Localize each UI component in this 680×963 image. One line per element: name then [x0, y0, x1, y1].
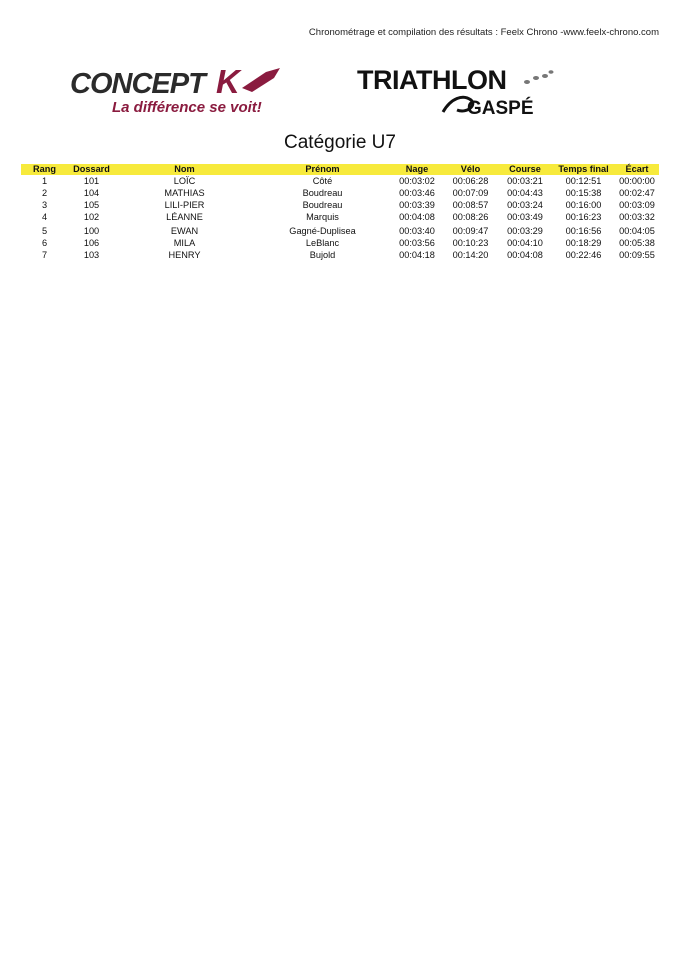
cell-course: 00:04:10 — [507, 238, 543, 248]
cell-nage: 00:04:18 — [399, 250, 435, 260]
column-header-course: Course — [498, 164, 552, 175]
footprints-icon — [524, 70, 554, 84]
cell-ecart: 00:00:00 — [619, 176, 655, 186]
cell-dossard: 100 — [83, 226, 100, 236]
cell-rang: 4 — [41, 212, 48, 222]
logo-tagline: La différence se voit! — [112, 99, 262, 116]
cell-ecart: 00:02:47 — [619, 188, 655, 198]
logo-gaspe-text: GASPÉ — [467, 98, 534, 118]
column-header-temps-final: Temps final — [552, 164, 615, 175]
cell-nage: 00:03:46 — [399, 188, 435, 198]
cell-prenom: LeBlanc — [305, 238, 340, 248]
cell-ecart: 00:04:05 — [619, 226, 655, 236]
logo-concept-text: CONCEPT — [70, 68, 205, 100]
cell-rang: 6 — [41, 238, 48, 248]
cell-nom: LILI-PIER — [164, 200, 205, 210]
cell-rang: 2 — [41, 188, 48, 198]
cell-temps-final: 00:18:29 — [565, 238, 602, 248]
cell-prenom: Côté — [312, 176, 333, 186]
cell-prenom: Bujold — [309, 250, 336, 260]
cell-temps-final: 00:22:46 — [565, 250, 602, 260]
cell-velo: 00:08:26 — [452, 212, 489, 222]
cell-ecart: 00:03:09 — [619, 200, 655, 210]
column-header-ecart: Écart — [615, 164, 659, 175]
logo-arrow-icon — [242, 68, 280, 92]
cell-nom: HENRY — [168, 250, 201, 260]
cell-ecart: 00:09:55 — [619, 250, 655, 260]
cell-temps-final: 00:16:56 — [565, 226, 602, 236]
column-header-nage: Nage — [391, 164, 443, 175]
cell-course: 00:03:21 — [507, 176, 543, 186]
credit-line: Chronométrage et compilation des résultats : Feelx Chrono -www.feelx-chrono.com — [308, 27, 659, 38]
cell-nage: 00:04:08 — [399, 212, 435, 222]
column-header-nom: Nom — [115, 164, 254, 175]
cell-rang: 1 — [41, 176, 48, 186]
cell-nage: 00:03:39 — [399, 200, 435, 210]
table-row — [21, 249, 659, 261]
cell-rang: 7 — [41, 250, 48, 260]
cell-nage: 00:03:02 — [399, 176, 435, 186]
triathlon-gaspe-logo — [355, 62, 560, 118]
cell-rang: 5 — [41, 226, 48, 236]
cell-course: 00:03:24 — [507, 200, 543, 210]
cell-nom: EWAN — [170, 226, 199, 236]
cell-course: 00:03:49 — [507, 212, 543, 222]
logo-triathlon-text: TRIATHLON — [357, 65, 507, 95]
cell-velo: 00:14:20 — [452, 250, 489, 260]
cell-nom: MILA — [173, 238, 196, 248]
cell-course: 00:04:43 — [507, 188, 543, 198]
column-header-dossard: Dossard — [68, 164, 115, 175]
cell-velo: 00:09:47 — [452, 226, 489, 236]
table-row — [21, 211, 659, 223]
table-row — [21, 237, 659, 249]
cell-dossard: 102 — [83, 212, 100, 222]
cell-prenom: Marquis — [306, 212, 339, 222]
table-row — [21, 223, 659, 237]
cell-prenom: Gagné-Duplisea — [289, 226, 356, 236]
cell-nage: 00:03:40 — [399, 226, 435, 236]
cell-dossard: 104 — [83, 188, 100, 198]
cell-ecart: 00:05:38 — [619, 238, 655, 248]
table-row — [21, 187, 659, 199]
cell-prenom: Boudreau — [302, 188, 343, 198]
concept-k-logo — [66, 60, 286, 120]
cell-ecart: 00:03:32 — [619, 212, 655, 222]
cell-nom: MATHIAS — [164, 188, 205, 198]
table-header-row — [21, 164, 659, 175]
table-row — [21, 175, 659, 187]
cell-temps-final: 00:12:51 — [565, 176, 602, 186]
cell-nom: LÉANNE — [166, 212, 203, 222]
cell-dossard: 103 — [83, 250, 100, 260]
cell-dossard: 101 — [83, 176, 100, 186]
cell-rang: 3 — [41, 200, 48, 210]
cell-velo: 00:08:57 — [452, 200, 489, 210]
cell-velo: 00:07:09 — [452, 188, 489, 198]
table-row — [21, 199, 659, 211]
cell-temps-final: 00:16:23 — [565, 212, 602, 222]
cell-velo: 00:06:28 — [452, 176, 489, 186]
column-header-prenom: Prénom — [254, 164, 391, 175]
column-header-rang: Rang — [21, 164, 68, 175]
page-title: Catégorie U7 — [284, 132, 396, 153]
cell-dossard: 105 — [83, 200, 100, 210]
cell-prenom: Boudreau — [302, 200, 343, 210]
cell-velo: 00:10:23 — [452, 238, 489, 248]
results-table — [21, 164, 659, 261]
cell-nom: LOÏC — [173, 176, 196, 186]
cell-temps-final: 00:16:00 — [565, 200, 602, 210]
cell-course: 00:04:08 — [507, 250, 543, 260]
column-header-velo: Vélo — [443, 164, 498, 175]
cell-course: 00:03:29 — [507, 226, 543, 236]
cell-nage: 00:03:56 — [399, 238, 435, 248]
cell-temps-final: 00:15:38 — [565, 188, 602, 198]
cell-dossard: 106 — [83, 238, 100, 248]
logo-k-letter: K — [216, 63, 240, 100]
